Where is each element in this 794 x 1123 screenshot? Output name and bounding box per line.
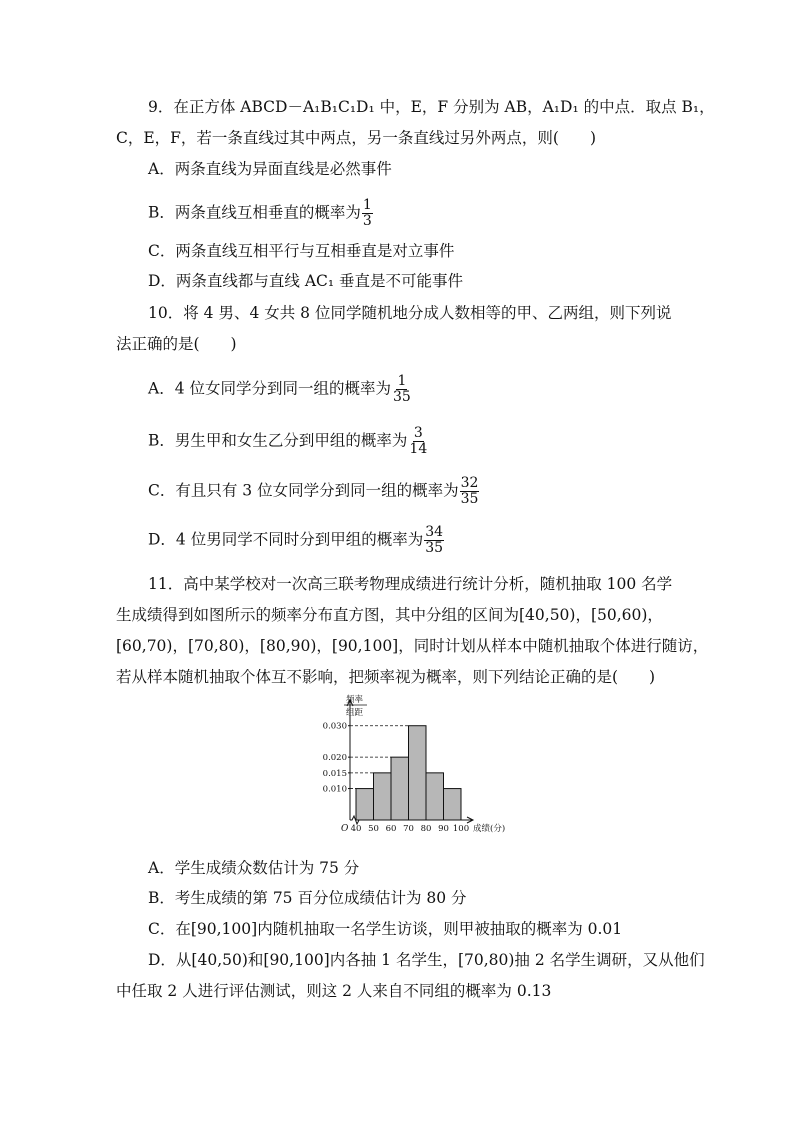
q10-option-b-fraction (408, 426, 428, 457)
x-axis-label: 成绩(分) (473, 824, 506, 834)
q9-stem-line1: 9．在正方体 ABCD－A₁B₁C₁D₁ 中，E，F 分别为 AB，A₁D₁ 的中点．取点 B₁， (148, 98, 715, 116)
q10-stem-line1: 10．将 4 男、4 女共 8 位同学随机地分成人数相等的甲、乙两组，则下列说 (148, 304, 672, 322)
x-tick-label: 60 (385, 824, 397, 834)
q10-option-c-fraction (460, 476, 480, 507)
q9-option-b (148, 198, 373, 229)
x-tick-label: 70 (403, 824, 414, 834)
q10-option-d (148, 525, 444, 556)
histogram-bar (374, 773, 392, 820)
q9-option-b-text: B．两条直线互相垂直的概率为 (148, 203, 361, 222)
x-tick-label: 100 (452, 824, 470, 834)
q11-stem-line1: 11．高中某学校对一次高三联考物理成绩进行统计分析，随机抽取 100 名学 (148, 575, 673, 593)
q9-option-d: D．两条直线都与直线 AC₁ 垂直是不可能事件 (148, 272, 464, 290)
histogram-bar (444, 789, 462, 820)
fraction-numerator: 1 (397, 373, 407, 389)
y-tick-label: 0.030 (322, 721, 347, 732)
histogram-figure (300, 692, 530, 842)
fraction-numerator: 3 (413, 425, 423, 441)
q11-option-b: B．考生成绩的第 75 百分位成绩估计为 80 分 (148, 889, 467, 907)
x-tick-label: 50 (368, 824, 379, 834)
x-tick-label: 40 (350, 824, 362, 834)
fraction-numerator: 32 (460, 475, 479, 491)
q10-option-d-text: D．4 位男同学不同时分到甲组的概率为 (148, 530, 424, 549)
y-tick-label: 0.015 (322, 768, 347, 779)
q11-option-d-line2: 中任取 2 人进行评估测试，则这 2 人来自不同组的概率为 0.13 (116, 982, 552, 1000)
y-axis-label-denominator: 组距 (346, 708, 364, 718)
x-tick-label: 90 (438, 824, 449, 834)
histogram-bar (391, 757, 409, 820)
q9-option-a: A．两条直线为异面直线是必然事件 (148, 160, 392, 178)
q11-option-d-line1: D．从[40,50)和[90,100]内各抽 1 名学生，[70,80)抽 2 名学生调研，又从他们 (148, 951, 705, 969)
y-tick-label: 0.010 (322, 784, 347, 795)
origin-label: O (341, 824, 349, 834)
q10-stem-line2: 法正确的是( ) (116, 335, 237, 353)
fraction-denominator: 35 (425, 540, 444, 556)
q11-stem-line2: 生成绩得到如图所示的频率分布直方图，其中分组的区间为[40,50)，[50,60)， (116, 606, 663, 624)
fraction-numerator: 1 (362, 197, 372, 213)
q10-option-a-text: A．4 位女同学分到同一组的概率为 (148, 379, 391, 398)
q9-option-c: C．两条直线互相平行与互相垂直是对立事件 (148, 242, 455, 260)
histogram-bar (426, 773, 444, 820)
histogram-svg (300, 692, 530, 842)
q10-option-a (148, 374, 412, 405)
q11-option-a: A．学生成绩众数估计为 75 分 (148, 859, 360, 877)
histogram-bar (356, 789, 374, 820)
histogram-bar (409, 726, 427, 820)
q10-option-c-text: C．有且只有 3 位女同学分到同一组的概率为 (148, 481, 459, 500)
fraction-denominator: 35 (460, 491, 479, 507)
y-tick-label: 0.020 (322, 753, 347, 764)
q10-option-c (148, 476, 479, 507)
q10-option-b-text: B．男生甲和女生乙分到甲组的概率为 (148, 431, 408, 450)
y-axis-label-numerator: 频率 (346, 695, 364, 705)
q10-option-d-fraction (424, 525, 444, 556)
q11-stem-line3: [60,70)，[70,80)，[80,90)，[90,100]，同时计划从样本中随机抽取个体进行随访， (116, 637, 709, 655)
q10-option-a-fraction (392, 374, 412, 405)
x-tick-label: 80 (420, 824, 432, 834)
q11-stem-line4: 若从样本随机抽取个体互不影响，把频率视为概率，则下列结论正确的是( ) (116, 668, 656, 686)
q11-option-c: C．在[90,100]内随机抽取一名学生访谈，则甲被抽取的概率为 0.01 (148, 920, 623, 938)
fraction-denominator: 14 (409, 441, 428, 457)
q9-option-b-fraction (362, 198, 373, 229)
q9-stem-line2: C，E，F，若一条直线过其中两点，另一条直线过另外两点，则( ) (116, 129, 597, 147)
fraction-denominator: 35 (392, 389, 411, 405)
fraction-numerator: 34 (425, 524, 444, 540)
fraction-denominator: 3 (362, 213, 372, 229)
q10-option-b (148, 426, 428, 457)
